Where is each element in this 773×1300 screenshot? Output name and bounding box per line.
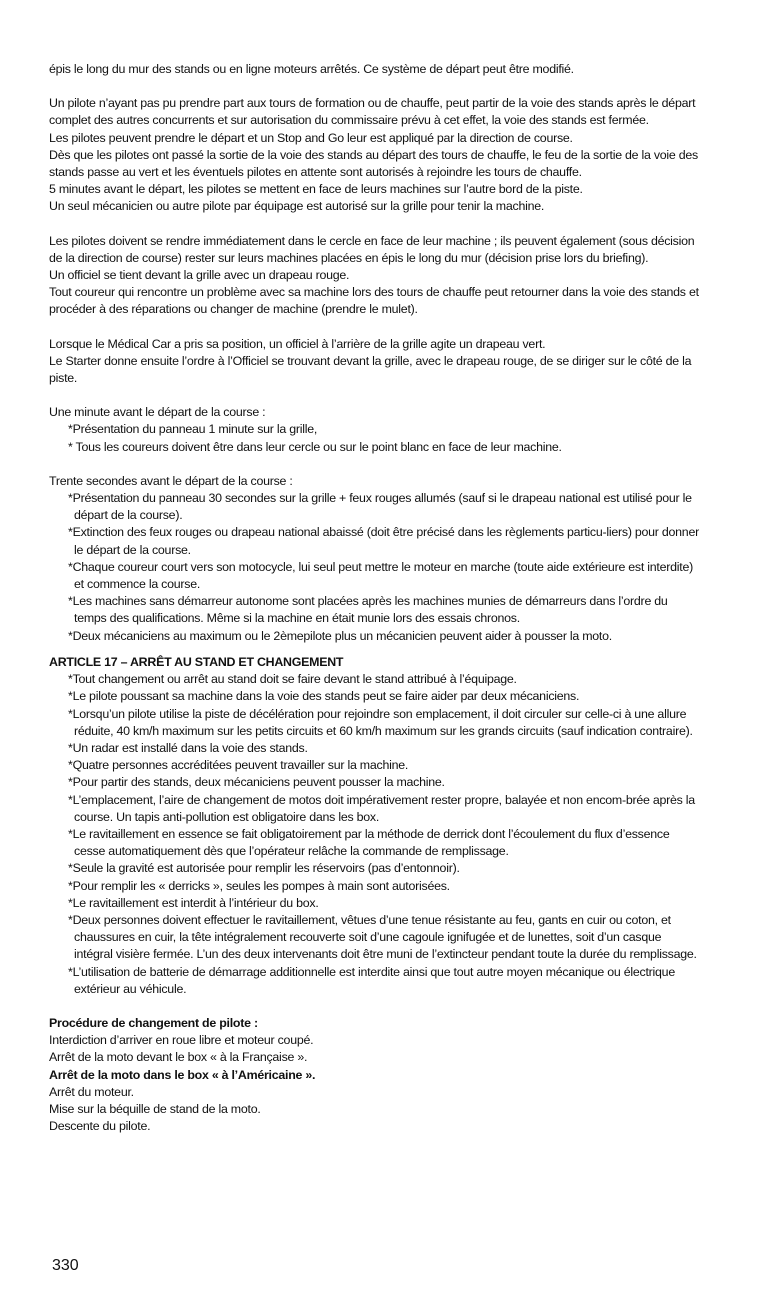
document-page bbox=[49, 61, 701, 1135]
procedure-line-1: Interdiction d’arriver en roue libre et moteur coupé. bbox=[49, 1033, 314, 1048]
list-item: *L’emplacement, l’aire de changement de motos doit impérativement rester propre, balayée et non encom-brée après la course. Un tapis anti-pollution est obligatoire dans les box. bbox=[68, 792, 695, 824]
procedure-line-3: Arrêt de la moto dans le box « à l’Américaine ». bbox=[49, 1067, 316, 1082]
article-17-list bbox=[49, 671, 701, 998]
intro-paragraph-3: Dès que les pilotes ont passé la sortie de la voie des stands au départ des tours de chauffe, le feu de la sortie de la voie des stands passe au vert et les éventuels pilotes en attente sont autorisés à rejoindre les tours de chauffe. bbox=[49, 147, 698, 180]
list-item: * Tous les coureurs doivent être dans leur cercle ou sur le point blanc en face de leur machine. bbox=[68, 439, 562, 454]
medical-paragraph-2: Le Starter donne ensuite l’ordre à l’Officiel se trouvant devant la grille, avec le drapeau rouge, de se diriger sur le côté de la piste. bbox=[49, 353, 692, 386]
grid-paragraph-2: Un officiel se tient devant la grille avec un drapeau rouge. bbox=[49, 268, 350, 283]
list-item: *Pour remplir les « derricks », seules les pompes à main sont autorisées. bbox=[68, 878, 450, 893]
intro-paragraph-2: Les pilotes peuvent prendre le départ et un Stop and Go leur est appliqué par la direction de course. bbox=[49, 130, 573, 145]
list-item: *Seule la gravité est autorisée pour remplir les réservoirs (pas d’entonnoir). bbox=[68, 861, 460, 876]
procedure-line-5: Mise sur la béquille de stand de la moto. bbox=[49, 1101, 261, 1116]
intro-paragraph-4: 5 minutes avant le départ, les pilotes se mettent en face de leurs machines sur l’autre bord de la piste. bbox=[49, 182, 583, 197]
thirty-seconds-title: Trente secondes avant le départ de la course : bbox=[49, 473, 293, 488]
list-item: *Présentation du panneau 1 minute sur la grille, bbox=[68, 422, 318, 437]
page-number: 330 bbox=[52, 1257, 79, 1274]
list-item: *Un radar est installé dans la voie des stands. bbox=[68, 740, 308, 755]
list-item: *L’utilisation de batterie de démarrage additionnelle est interdite ainsi que tout autre moyen mécanique ou électrique extérieur au véhicule. bbox=[68, 964, 675, 996]
one-minute-list bbox=[49, 421, 701, 455]
thirty-seconds-list bbox=[49, 490, 701, 645]
list-item: *Tout changement ou arrêt au stand doit se faire devant le stand attribué à l’équipage. bbox=[68, 672, 517, 687]
intro-paragraph-1: Un pilote n’ayant pas pu prendre part aux tours de formation ou de chauffe, peut partir de la voie des stands après le départ complet des autres concurrents et sur autorisation du commissaire prévu à cet effet, la voie des stands est fermée. bbox=[49, 96, 696, 128]
grid-paragraph-1: Les pilotes doivent se rendre immédiatement dans le cercle en face de leur machine ; ils peuvent également (sous décision de la direction de course) rester sur leurs machines placées en épis le long du mur (décision prise lors du briefing). bbox=[49, 233, 695, 265]
list-item: *Lorsqu’un pilote utilise la piste de décélération pour rejoindre son emplacement, il doit circuler sur celle-ci à une allure réduite, 40 km/h maximum sur les petits circuits et 60 km/h maximum sur les grands circuits (sauf indication contraire). bbox=[68, 706, 693, 738]
list-item: *Deux personnes doivent effectuer le ravitaillement, vêtues d’une tenue résistante au feu, gants en cuir ou coton, et chaussures en cuir, la tête intégralement recouverte soit d’une cagoule ignifugée et de lunettes, soit d’un casque intégral visière fermée. L’un des deux intervenants doit être muni de l’extincteur pendant toute la durée du remplissage. bbox=[68, 912, 697, 962]
list-item: *Extinction des feux rouges ou drapeau national abaissé (doit être précisé dans les règlements particu-liers) pour donner le départ de la course. bbox=[68, 525, 699, 557]
list-item: *Le ravitaillement est interdit à l’intérieur du box. bbox=[68, 895, 319, 910]
list-item: *Le ravitaillement en essence se fait obligatoirement par la méthode de derrick dont l’écoulement du flux d’essence cesse automatiquement dès que l’opérateur relâche la commande de remplissage. bbox=[68, 826, 670, 859]
article-17-heading: ARTICLE 17 – ARRÊT AU STAND ET CHANGEMENT bbox=[49, 654, 344, 669]
list-item: *Le pilote poussant sa machine dans la voie des stands peut se faire aider par deux mécaniciens. bbox=[68, 689, 580, 704]
one-minute-title: Une minute avant le départ de la course : bbox=[49, 405, 266, 420]
list-item: *Présentation du panneau 30 secondes sur la grille + feux rouges allumés (sauf si le drapeau national est utilisé pour le départ de la course). bbox=[68, 491, 692, 523]
procedure-heading: Procédure de changement de pilote : bbox=[49, 1015, 258, 1030]
list-item: *Les machines sans démarreur autonome sont placées après les machines munies de démarreurs dans l’ordre du temps des qualifications. Même si la machine en était munie lors des essais chronos. bbox=[68, 594, 668, 626]
procedure-line-2: Arrêt de la moto devant le box « à la Française ». bbox=[49, 1050, 308, 1065]
intro-paragraph-0: épis le long du mur des stands ou en ligne moteurs arrêtés. Ce système de départ peut être modifié. bbox=[49, 62, 574, 76]
grid-paragraph-3: Tout coureur qui rencontre un problème avec sa machine lors des tours de chauffe peut retourner dans la voie des stands et procéder à des réparations ou changer de machine (prendre le mulet). bbox=[49, 285, 699, 317]
list-item: *Chaque coureur court vers son motocycle, lui seul peut mettre le moteur en marche (toute aide extérieure est interdite) et commence la course. bbox=[68, 559, 693, 592]
list-item: *Quatre personnes accréditées peuvent travailler sur la machine. bbox=[68, 758, 409, 773]
list-item: *Pour partir des stands, deux mécaniciens peuvent pousser la machine. bbox=[68, 775, 445, 790]
list-item: *Deux mécaniciens au maximum ou le 2èmepilote plus un mécanicien peuvent aider à pousser la moto. bbox=[68, 628, 612, 643]
procedure-line-6: Descente du pilote. bbox=[49, 1119, 151, 1134]
procedure-line-4: Arrêt du moteur. bbox=[49, 1084, 134, 1099]
intro-paragraph-5: Un seul mécanicien ou autre pilote par équipage est autorisé sur la grille pour tenir la machine. bbox=[49, 199, 545, 214]
medical-paragraph-1: Lorsque le Médical Car a pris sa position, un officiel à l’arrière de la grille agite un drapeau vert. bbox=[49, 336, 546, 351]
